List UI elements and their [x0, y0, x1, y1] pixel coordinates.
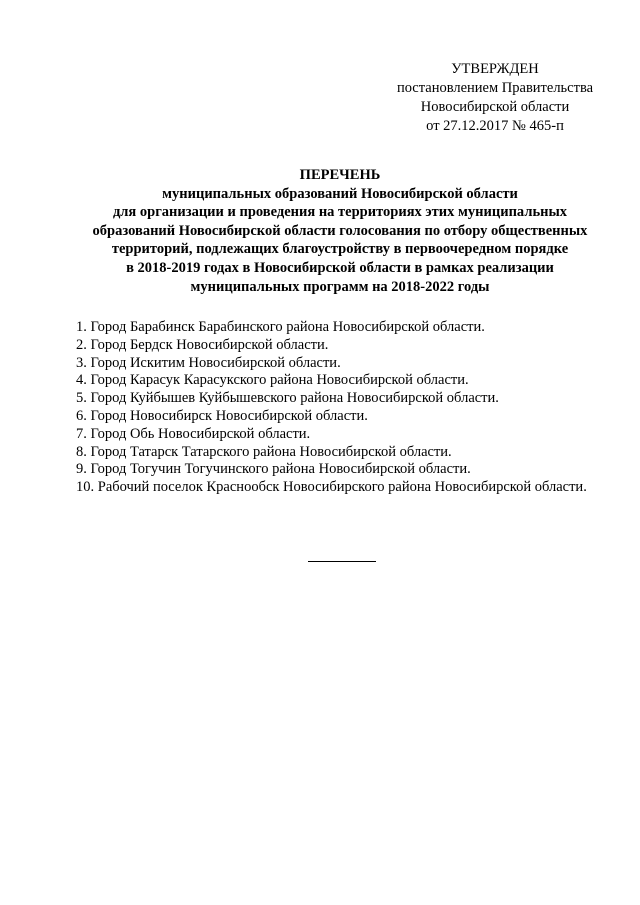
municipality-list [76, 319, 636, 497]
list-item: 9. Город Тогучин Тогучинского района Новосибирской области. [76, 461, 471, 478]
approval-date-number: от 27.12.2017 № 465-п [426, 118, 564, 134]
title-line: в 2018-2019 годах в Новосибирской области в рамках реализации [126, 259, 554, 276]
list-item: 3. Город Искитим Новосибирской области. [76, 354, 341, 371]
approval-decree-line: постановлением Правительства [396, 80, 594, 96]
title-line: территорий, подлежащих благоустройству в первоочередном порядке [111, 241, 569, 258]
document-title [55, 166, 625, 296]
list-item: 4. Город Карасук Карасукского района Новосибирской области. [76, 372, 469, 389]
list-item: 7. Город Обь Новосибирской области. [76, 425, 311, 442]
list-item: 2. Город Бердск Новосибирской области. [76, 336, 329, 353]
title-heading: ПЕРЕЧЕНЬ [299, 167, 381, 183]
approval-stamp [385, 60, 605, 136]
end-divider [308, 561, 376, 562]
list-item: 5. Город Куйбышев Куйбышевского района Новосибирской области. [76, 390, 499, 407]
list-item: 8. Город Татарск Татарского района Новосибирской области. [76, 443, 452, 460]
approval-region-line: Новосибирской области [420, 99, 570, 115]
list-item: 6. Город Новосибирск Новосибирской области. [76, 407, 368, 424]
title-line: образований Новосибирской области голосования по отбору общественных [92, 222, 588, 239]
list-item: 10. Рабочий поселок Краснообск Новосибирского района Новосибирской области. [76, 479, 587, 496]
title-line: для организации и проведения на территориях этих муниципальных [112, 204, 568, 221]
list-item: 1. Город Барабинск Барабинского района Новосибирской области. [76, 319, 485, 335]
approval-title: УТВЕРЖДЕН [451, 61, 539, 77]
title-line: муниципальных программ на 2018-2022 годы [190, 278, 490, 295]
title-line: муниципальных образований Новосибирской области [162, 185, 518, 202]
